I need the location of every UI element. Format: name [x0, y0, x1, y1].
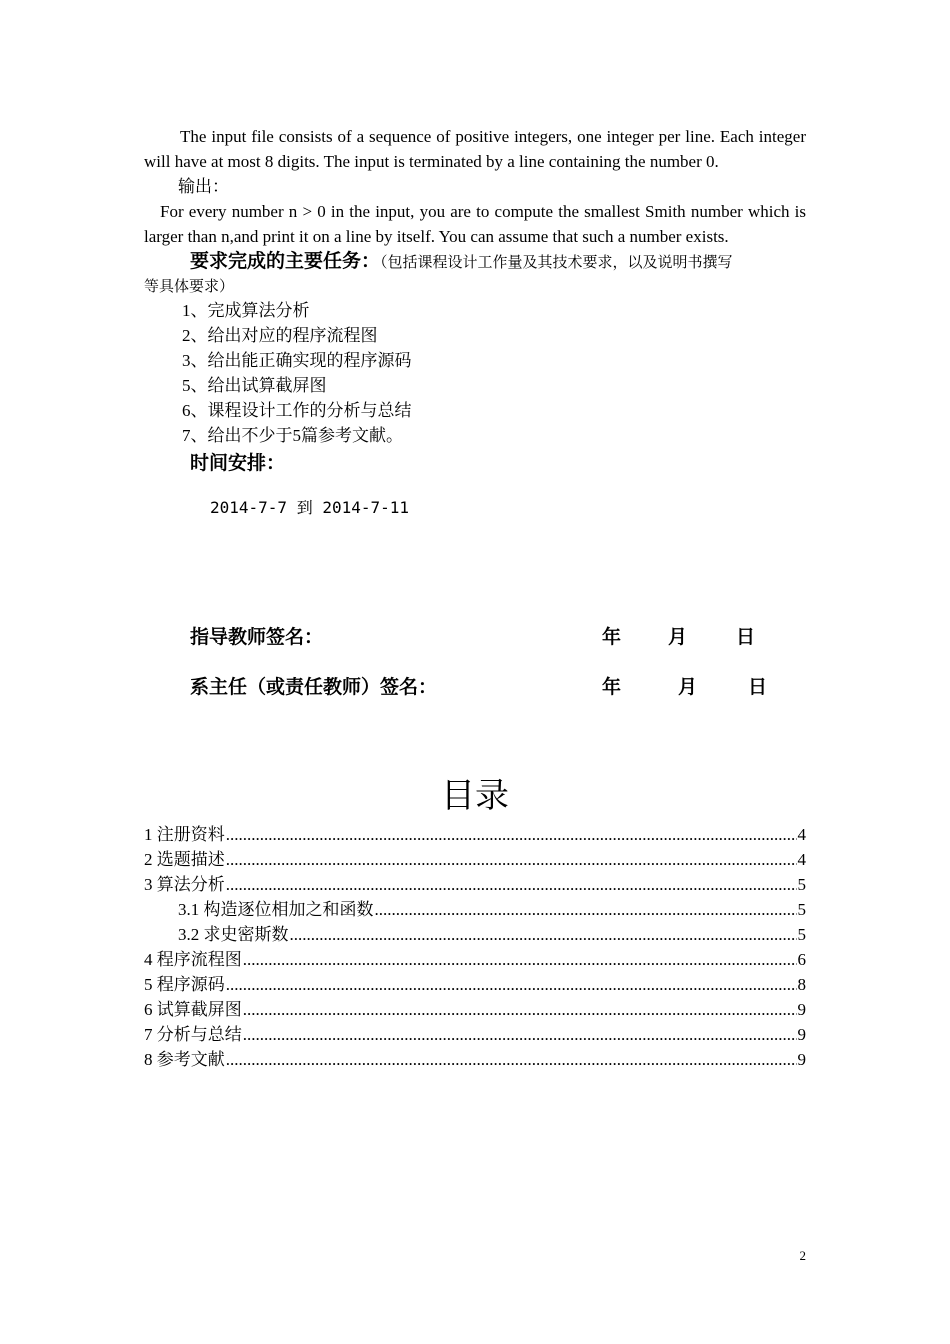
toc-entry[interactable]	[144, 1022, 806, 1047]
task-item: 6、课程设计工作的分析与总结	[182, 401, 412, 420]
toc-entry-page: 9	[797, 1000, 806, 1019]
signature-year: 年	[602, 626, 622, 648]
toc-leader	[243, 947, 797, 972]
toc-leader	[243, 997, 797, 1022]
toc-entry-page: 9	[797, 1050, 806, 1069]
toc-leader	[226, 822, 797, 847]
toc-leader	[375, 897, 797, 922]
toc-entry-text: 6 试算截屏图	[144, 1000, 242, 1019]
toc-entry-page: 5	[797, 925, 806, 944]
signature-day: 日	[736, 626, 756, 648]
toc-entry-page: 9	[797, 1025, 806, 1044]
signature-month: 月	[668, 626, 688, 648]
toc-entry-text: 1 注册资料	[144, 825, 225, 844]
table-of-contents	[144, 822, 806, 1072]
toc-entry-page: 5	[797, 900, 806, 919]
toc-entry[interactable]	[144, 1047, 806, 1072]
toc-entry-text: 4 程序流程图	[144, 950, 242, 969]
toc-entry[interactable]	[144, 897, 806, 922]
toc-entry-text: 5 程序源码	[144, 975, 225, 994]
toc-entry[interactable]	[144, 922, 806, 947]
toc-leader	[243, 1022, 797, 1047]
toc-leader	[290, 922, 797, 947]
toc-entry-page: 6	[797, 950, 806, 969]
toc-entry-text: 3.1 构造逐位相加之和函数	[178, 900, 374, 919]
signature-day: 日	[748, 676, 768, 698]
page-number: 2	[799, 1248, 806, 1263]
toc-entry-text: 3.2 求史密斯数	[178, 925, 289, 944]
tasks-heading-line	[144, 249, 806, 276]
task-item: 7、给出不少于5篇参考文献。	[182, 426, 403, 445]
task-item: 2、给出对应的程序流程图	[182, 326, 378, 345]
toc-leader	[226, 872, 797, 897]
toc-leader	[226, 1047, 797, 1072]
task-item: 5、给出试算截屏图	[182, 376, 327, 395]
signature-month: 月	[678, 676, 698, 698]
toc-leader	[226, 847, 797, 872]
toc-entry[interactable]	[144, 847, 806, 872]
output-label: 输出：	[178, 177, 229, 196]
tasks-heading: 要求完成的主要任务：	[190, 250, 381, 272]
director-signature-label: 系主任（或责任教师）签名：	[190, 676, 438, 698]
toc-entry-page: 5	[797, 875, 806, 894]
signature-year: 年	[602, 676, 622, 698]
schedule-dates: 2014-7-7 到 2014-7-11	[210, 498, 410, 517]
toc-leader	[226, 972, 797, 997]
toc-entry-text: 7 分析与总结	[144, 1025, 242, 1044]
toc-entry[interactable]	[144, 997, 806, 1022]
body-content	[144, 124, 806, 520]
tasks-note-continued: 等具体要求）	[144, 279, 235, 295]
toc-entry-text: 2 选题描述	[144, 850, 225, 869]
toc-entry[interactable]	[144, 947, 806, 972]
toc-entry-text: 3 算法分析	[144, 875, 225, 894]
schedule-heading: 时间安排：	[190, 452, 286, 474]
toc-entry-page: 4	[797, 850, 806, 869]
task-list	[144, 298, 806, 448]
toc-entry[interactable]	[144, 872, 806, 897]
toc-entry[interactable]	[144, 822, 806, 847]
input-description: The input file consists of a sequence of positive integers, one integer per line. Each integer will have at most 8 digits. The input is terminated by a line containing the number 0.	[144, 127, 806, 171]
toc-entry-page: 4	[797, 825, 806, 844]
tasks-note: （包括课程设计工作量及其技术要求，以及说明书撰写	[380, 255, 733, 271]
toc-title: 目录	[441, 776, 509, 816]
output-description: For every number n > 0 in the input, you are to compute the smallest Smith number which is larger than n,and print it on a line by itself. You can assume that such a number exists.	[144, 202, 806, 246]
task-item: 3、给出能正确实现的程序源码	[182, 351, 412, 370]
toc-entry-text: 8 参考文献	[144, 1050, 225, 1069]
toc-entry-page: 8	[797, 975, 806, 994]
toc-entry[interactable]	[144, 972, 806, 997]
task-item: 1、完成算法分析	[182, 301, 310, 320]
advisor-signature-label: 指导教师签名：	[190, 626, 324, 648]
